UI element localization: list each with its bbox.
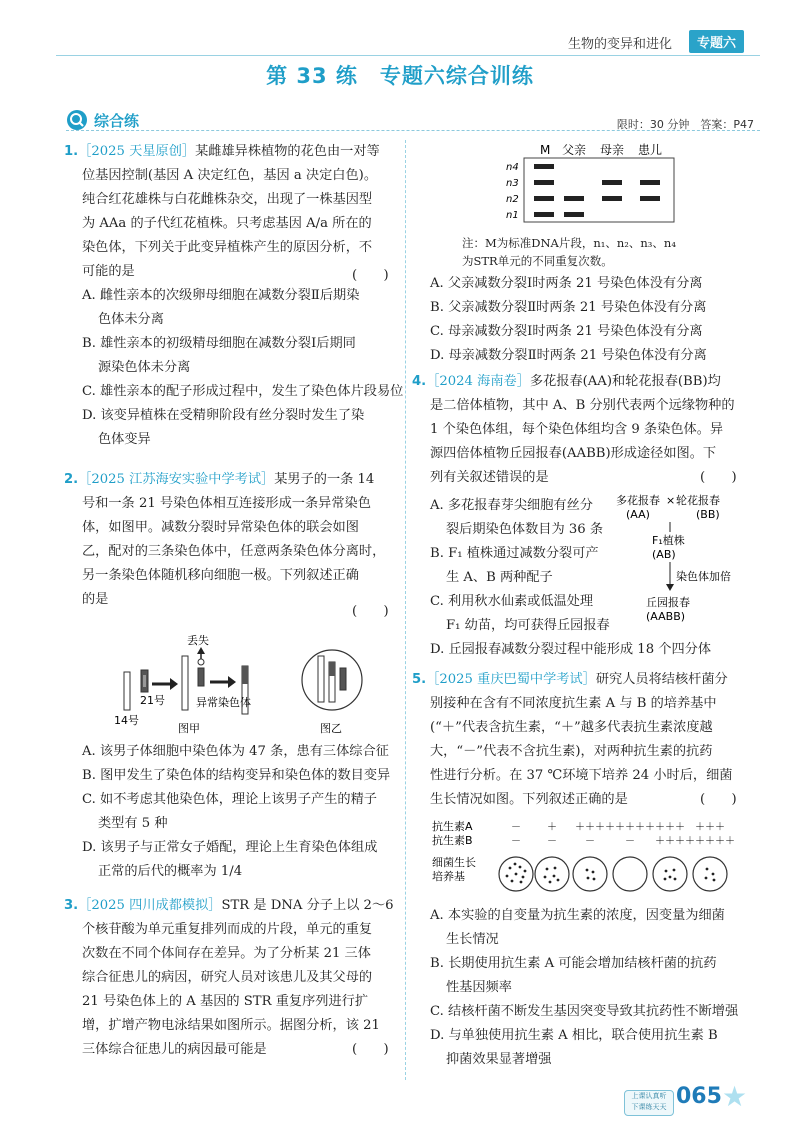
dish-antibiotic-b-level: － (547, 836, 557, 847)
dish-antibiotic-b-level: － (585, 836, 595, 847)
question-text: 乙，配对的三条染色体中，任意两条染色体分离时， (82, 544, 386, 559)
label-figure-b: 图乙 (320, 722, 342, 735)
option-c[interactable]: C. 利用秋水仙素或低温处理 (430, 594, 594, 609)
flow-parent1: 多花报春 (616, 494, 660, 507)
option-b[interactable]: B. F₁ 植株通过减数分裂可产 (430, 546, 599, 561)
flow-parent2-genome: (BB) (696, 508, 720, 521)
question-text: 号和一条 21 号染色体相互连接形成一条异常染色 (82, 496, 371, 511)
flow-f1-genome: (AB) (652, 548, 676, 561)
option-d[interactable]: D. 与单独使用抗生素 A 相比，联合使用抗生素 B (430, 1028, 718, 1043)
footer-slogan-line1: 上课认真听 (631, 1092, 667, 1100)
option-d[interactable]: D. 丘园报春减数分裂过程中能形成 18 个四分体 (430, 642, 712, 657)
star-icon: ★ (722, 1080, 748, 1113)
chromosome-b1 (318, 656, 324, 702)
gel-band (534, 196, 554, 201)
question-text: 纯合红花雄株与白花雌株杂交，出现了一株基因型 (82, 192, 373, 207)
gel-col-m: M (540, 143, 551, 157)
bacterial-colony (592, 871, 595, 874)
header-badge: 专题六 (689, 30, 744, 53)
question-text: 性进行分析。在 37 ℃环境下培养 24 小时后，细菌 (430, 768, 733, 783)
bacterial-colony (665, 870, 668, 873)
question-number: 5. (412, 672, 427, 687)
dish-antibiotic-a-level: － (511, 822, 521, 833)
bacterial-colony (706, 868, 709, 871)
petri-dish (573, 857, 607, 891)
gel-band (640, 196, 660, 201)
question-2 (64, 468, 385, 612)
bacterial-colony (546, 868, 549, 871)
question-text: 可能的是 (82, 264, 135, 279)
flow-cross: × (666, 494, 676, 507)
question-text: 增，扩增产物电泳结果如图所示。据图分析，该 21 (82, 1018, 380, 1033)
bacterial-colony (511, 880, 514, 883)
option-b[interactable]: B. 长期使用抗生素 A 可能会增加结核杆菌的抗药 (430, 956, 717, 971)
bacterial-colony (593, 878, 596, 881)
dish-antibiotic-a-level: ＋ (547, 822, 557, 833)
column-divider (405, 140, 406, 1080)
answer-blank[interactable]: ( ) (352, 1042, 389, 1057)
bacterial-colony (544, 876, 547, 879)
bacterial-colony (586, 869, 589, 872)
question-text: 次数在不同个体间存在差异。为了分析某 21 三体 (82, 946, 371, 961)
flow-arrow-2-head (666, 584, 674, 591)
chromosome-14 (124, 672, 130, 710)
option-d[interactable]: D. 该变异植株在受精卵阶段有丝分裂时发生了染 (82, 408, 365, 423)
flow-f1: F₁植株 (652, 534, 685, 547)
question-text: 大，“－”代表不含抗生素)，对两种抗生素的抗药 (430, 744, 713, 759)
option-c-cont: 类型有 5 种 (98, 816, 168, 831)
breeding-flow-diagram (612, 492, 762, 632)
gel-col-child: 患儿 (638, 143, 663, 157)
gel-band (564, 196, 584, 201)
answer-blank[interactable]: ( ) (700, 470, 737, 485)
footer-slogan-line2: 下课练天天 (631, 1103, 667, 1111)
antibiotic-dish-figure (432, 816, 762, 902)
question-source: ［2024 海南卷］ (426, 374, 530, 389)
dish-row-plates (499, 857, 727, 891)
question-number: 2. (64, 472, 79, 487)
answer-blank[interactable]: ( ) (352, 604, 389, 619)
dish-row-b (511, 835, 735, 847)
petri-dish (535, 857, 569, 891)
chromosome-21-band (143, 675, 146, 687)
option-c-cont: F₁ 幼苗，均可获得丘园报春 (446, 618, 610, 633)
gel-note-line2: 为STR单元的不同重复次数。 (462, 254, 613, 268)
lost-arrow-head (197, 647, 205, 654)
option-a[interactable]: A. 雌性亲本的次级卵母细胞在减数分裂Ⅱ后期染 (82, 288, 360, 303)
petri-dish (693, 857, 727, 891)
option-b-cont: 性基因频率 (446, 980, 512, 995)
bacterial-colony (669, 876, 672, 879)
option-a[interactable]: A. 父亲减数分裂Ⅰ时两条 21 号染色体没有分离 (430, 276, 703, 291)
gel-col-mother: 母亲 (600, 143, 625, 157)
lost-fragment (198, 659, 204, 665)
option-b[interactable]: B. 雄性亲本的初级精母细胞在减数分裂Ⅰ后期同 (82, 336, 356, 351)
dish-antibiotic-a-level: ＋＋＋ (575, 822, 605, 833)
question-text: 1 个染色体组，每个染色体组均含 9 条染色体。异 (430, 422, 724, 437)
bacterial-colony (522, 876, 525, 879)
question-text: 别接种在含有不同浓度抗生素 A 与 B 的培养基中 (430, 696, 717, 711)
question-3-options (412, 272, 707, 368)
gel-row-n3: n3 (506, 178, 519, 189)
bacterial-colony (514, 863, 517, 866)
option-d[interactable]: D. 该男子与正常女子婚配，理论上生育染色体组成 (82, 840, 378, 855)
option-b[interactable]: B. 图甲发生了染色体的结构变异和染色体的数目变异 (82, 768, 391, 783)
question-4 (412, 370, 735, 490)
bacterial-colony (554, 867, 557, 870)
question-text: 综合征患儿的病因，研究人员对该患儿及其父母的 (82, 970, 373, 985)
question-source: ［2025 重庆巴蜀中学考试］ (426, 672, 596, 687)
option-d-cont: 抑菌效果显著增强 (446, 1052, 552, 1067)
question-text: 源四倍体植物丘园报春(AABB)形成途径如图。下 (430, 446, 717, 461)
dish-label-a: 抗生素A (432, 820, 473, 833)
flow-step: 染色体加倍 (676, 570, 731, 583)
option-c[interactable]: C. 母亲减数分裂Ⅰ时两条 21 号染色体没有分离 (430, 324, 703, 339)
flow-final-genome: (AABB) (646, 610, 686, 623)
chromosome-b2-band (329, 662, 335, 676)
question-5 (412, 668, 732, 812)
bacterial-colony (524, 870, 527, 873)
option-b[interactable]: B. 父亲减数分裂Ⅱ时两条 21 号染色体没有分离 (430, 300, 707, 315)
bacterial-colony (557, 879, 560, 882)
bacterial-colony (673, 869, 676, 872)
bacterial-colony (705, 877, 708, 880)
bacterial-colony (712, 873, 715, 876)
option-a[interactable]: A. 多花报春芽尖细胞有丝分 (430, 498, 593, 513)
question-text: 另一条染色体随机移向细胞一极。下列叙述正确 (82, 568, 359, 583)
question-5-options (412, 904, 738, 1072)
label-abnormal: 异常染色体 (196, 696, 251, 709)
dish-antibiotic-a-level: ＋＋＋ (695, 822, 725, 833)
question-2-options (64, 740, 390, 884)
header-subject: 生物的变异和进化 (567, 37, 672, 52)
page-title: 第 33 练 专题六综合训练 (266, 64, 534, 88)
dish-antibiotic-a-level: ＋＋＋＋＋ (605, 822, 655, 833)
question-text: 研究人员将结核杆菌分 (595, 672, 728, 687)
footer-slogan (624, 1090, 674, 1116)
bacterial-colony (506, 875, 509, 878)
bacterial-colony (519, 866, 522, 869)
label-21: 21号 (140, 694, 165, 707)
bacterial-colony (674, 878, 677, 881)
question-source: ［2025 江苏海安实验中学考试］ (78, 472, 275, 487)
chromosome-fragment (198, 668, 204, 686)
option-d[interactable]: D. 母亲减数分裂Ⅱ时两条 21 号染色体没有分离 (430, 348, 707, 363)
option-b-cont: 源染色体未分离 (98, 360, 191, 375)
question-text: (“＋”代表含抗生素，“＋”越多代表抗生素浓度越 (430, 720, 713, 735)
page-footer (624, 1080, 764, 1116)
gel-band (602, 196, 622, 201)
gel-band (640, 180, 660, 185)
chromosome-fused (182, 656, 188, 710)
flow-parent1-genome: (AA) (626, 508, 650, 521)
section-divider (66, 130, 760, 131)
question-text: 多花报春(AA)和轮花报春(BB)均 (529, 374, 721, 389)
question-text: 是二倍体植物，其中 A、B 分别代表两个远缘物种的 (430, 398, 735, 413)
dish-label-b: 抗生素B (432, 834, 473, 847)
question-text: 的是 (82, 592, 109, 607)
option-a[interactable]: A. 该男子体细胞中染色体为 47 条，患有三体综合征 (82, 744, 389, 759)
figure-b (302, 650, 362, 735)
option-c[interactable]: C. 雄性亲本的配子形成过程中，发生了染色体片段易位 (82, 384, 404, 399)
question-text: 某雌雄异株植物的花色由一对等 (195, 144, 380, 159)
question-number: 1. (64, 144, 79, 159)
dish-antibiotic-b-level: － (511, 836, 521, 847)
bacterial-colony (509, 867, 512, 870)
dish-antibiotic-b-level: ＋＋＋＋＋ (685, 836, 735, 847)
question-text: 列有关叙述错误的是 (430, 470, 549, 485)
option-a[interactable]: A. 本实验的自变量为抗生素的浓度，因变量为细菌 (430, 908, 725, 923)
gel-band (534, 212, 554, 217)
option-d-cont: 正常的后代的概率为 1/4 (98, 864, 243, 879)
flow-parent2: 轮花报春 (676, 494, 720, 507)
label-figure-a: 图甲 (178, 722, 200, 735)
electrophoresis-gel (500, 138, 750, 238)
label-lost: 丢失 (187, 634, 209, 647)
option-c[interactable]: C. 如不考虑其他染色体，理论上该男子产生的精子 (82, 792, 377, 807)
bacterial-colony (553, 875, 556, 878)
gel-note (462, 234, 676, 270)
question-text: 体，如图甲。减数分裂时异常染色体的联会如图 (82, 520, 359, 535)
label-14: 14号 (114, 714, 139, 727)
question-text: 个核苷酸为单元重复排列而成的片段，单元的重复 (82, 922, 373, 937)
figure-a (114, 633, 251, 735)
option-a-cont: 生长情况 (446, 932, 499, 947)
section-meta: 限时：30 分钟 答案：P47 (616, 118, 754, 131)
question-text: 三体综合征患儿的病因最可能是 (82, 1042, 267, 1057)
question-number: 4. (412, 374, 427, 389)
option-a-cont: 裂后期染色体数目为 36 条 (446, 522, 604, 537)
magnifier-icon (66, 109, 88, 131)
question-text: 染色体，下列关于此变异植株产生的原因分析，不 (82, 240, 373, 255)
chromosome-figure (110, 632, 380, 736)
bacterial-colony (664, 878, 667, 881)
petri-dish (653, 857, 687, 891)
question-3 (64, 894, 394, 1062)
question-text: 某男子的一条 14 (274, 472, 375, 487)
dish-antibiotic-b-level: ＋＋＋ (655, 836, 685, 847)
question-source: ［2025 天星原创］ (78, 144, 196, 159)
dish-antibiotic-b-level: － (625, 836, 635, 847)
dish-label-medium: 培养基 (432, 870, 465, 883)
answer-blank[interactable]: ( ) (700, 792, 737, 807)
dish-antibiotic-a-level: ＋＋＋ (655, 822, 685, 833)
bacterial-colony (520, 881, 523, 884)
gel-band (564, 212, 584, 217)
bacterial-colony (713, 879, 716, 882)
answer-blank[interactable]: ( ) (352, 268, 389, 283)
gel-band (602, 180, 622, 185)
question-1 (64, 140, 403, 452)
bacterial-colony (587, 877, 590, 880)
gel-col-father: 父亲 (562, 143, 587, 157)
question-text: 为 AAa 的子代红花植株。只考虑基因 A/a 所在的 (82, 216, 372, 231)
dish-label-growth: 细菌生长 (432, 856, 476, 869)
page-number: 065 (676, 1084, 722, 1109)
question-text: STR 是 DNA 分子上以 2～6 (221, 898, 394, 913)
header-divider (56, 55, 760, 56)
bacterial-colony (515, 873, 518, 876)
bacterial-colony (549, 881, 552, 884)
option-c[interactable]: C. 结核杆菌不断发生基因突变导致其抗药性不断增强 (430, 1004, 739, 1019)
question-source: ［2025 四川成都模拟］ (78, 898, 222, 913)
gel-row-n1: n1 (506, 210, 519, 221)
abnormal-chromosome-band (242, 666, 248, 684)
gel-note-line1: 注：M为标准DNA片段，n₁、n₂、n₃、n₄ (462, 236, 676, 250)
question-number: 3. (64, 898, 79, 913)
arrow-2-head (228, 676, 236, 688)
gel-band (534, 164, 554, 169)
chromosome-b3 (340, 668, 346, 690)
option-b-cont: 生 A、B 两种配子 (446, 570, 553, 585)
flow-final: 丘园报春 (646, 596, 690, 609)
section-title: 综合练 (94, 112, 140, 130)
arrow-1-head (170, 678, 178, 690)
option-a-cont: 色体未分离 (98, 312, 164, 327)
gel-row-n2: n2 (506, 194, 519, 205)
question-text: 生长情况如图。下列叙述正确的是 (430, 792, 628, 807)
gel-band (534, 180, 554, 185)
option-d-cont: 色体变异 (98, 432, 151, 447)
dish-row-a (511, 821, 725, 833)
petri-dish (613, 857, 647, 891)
gel-row-n4: n4 (506, 162, 519, 173)
question-text: 位基因控制(基因 A 决定红色，基因 a 决定白色)。 (82, 168, 378, 183)
question-text: 21 号染色体上的 A 基因的 STR 重复序列进行扩 (82, 994, 369, 1009)
